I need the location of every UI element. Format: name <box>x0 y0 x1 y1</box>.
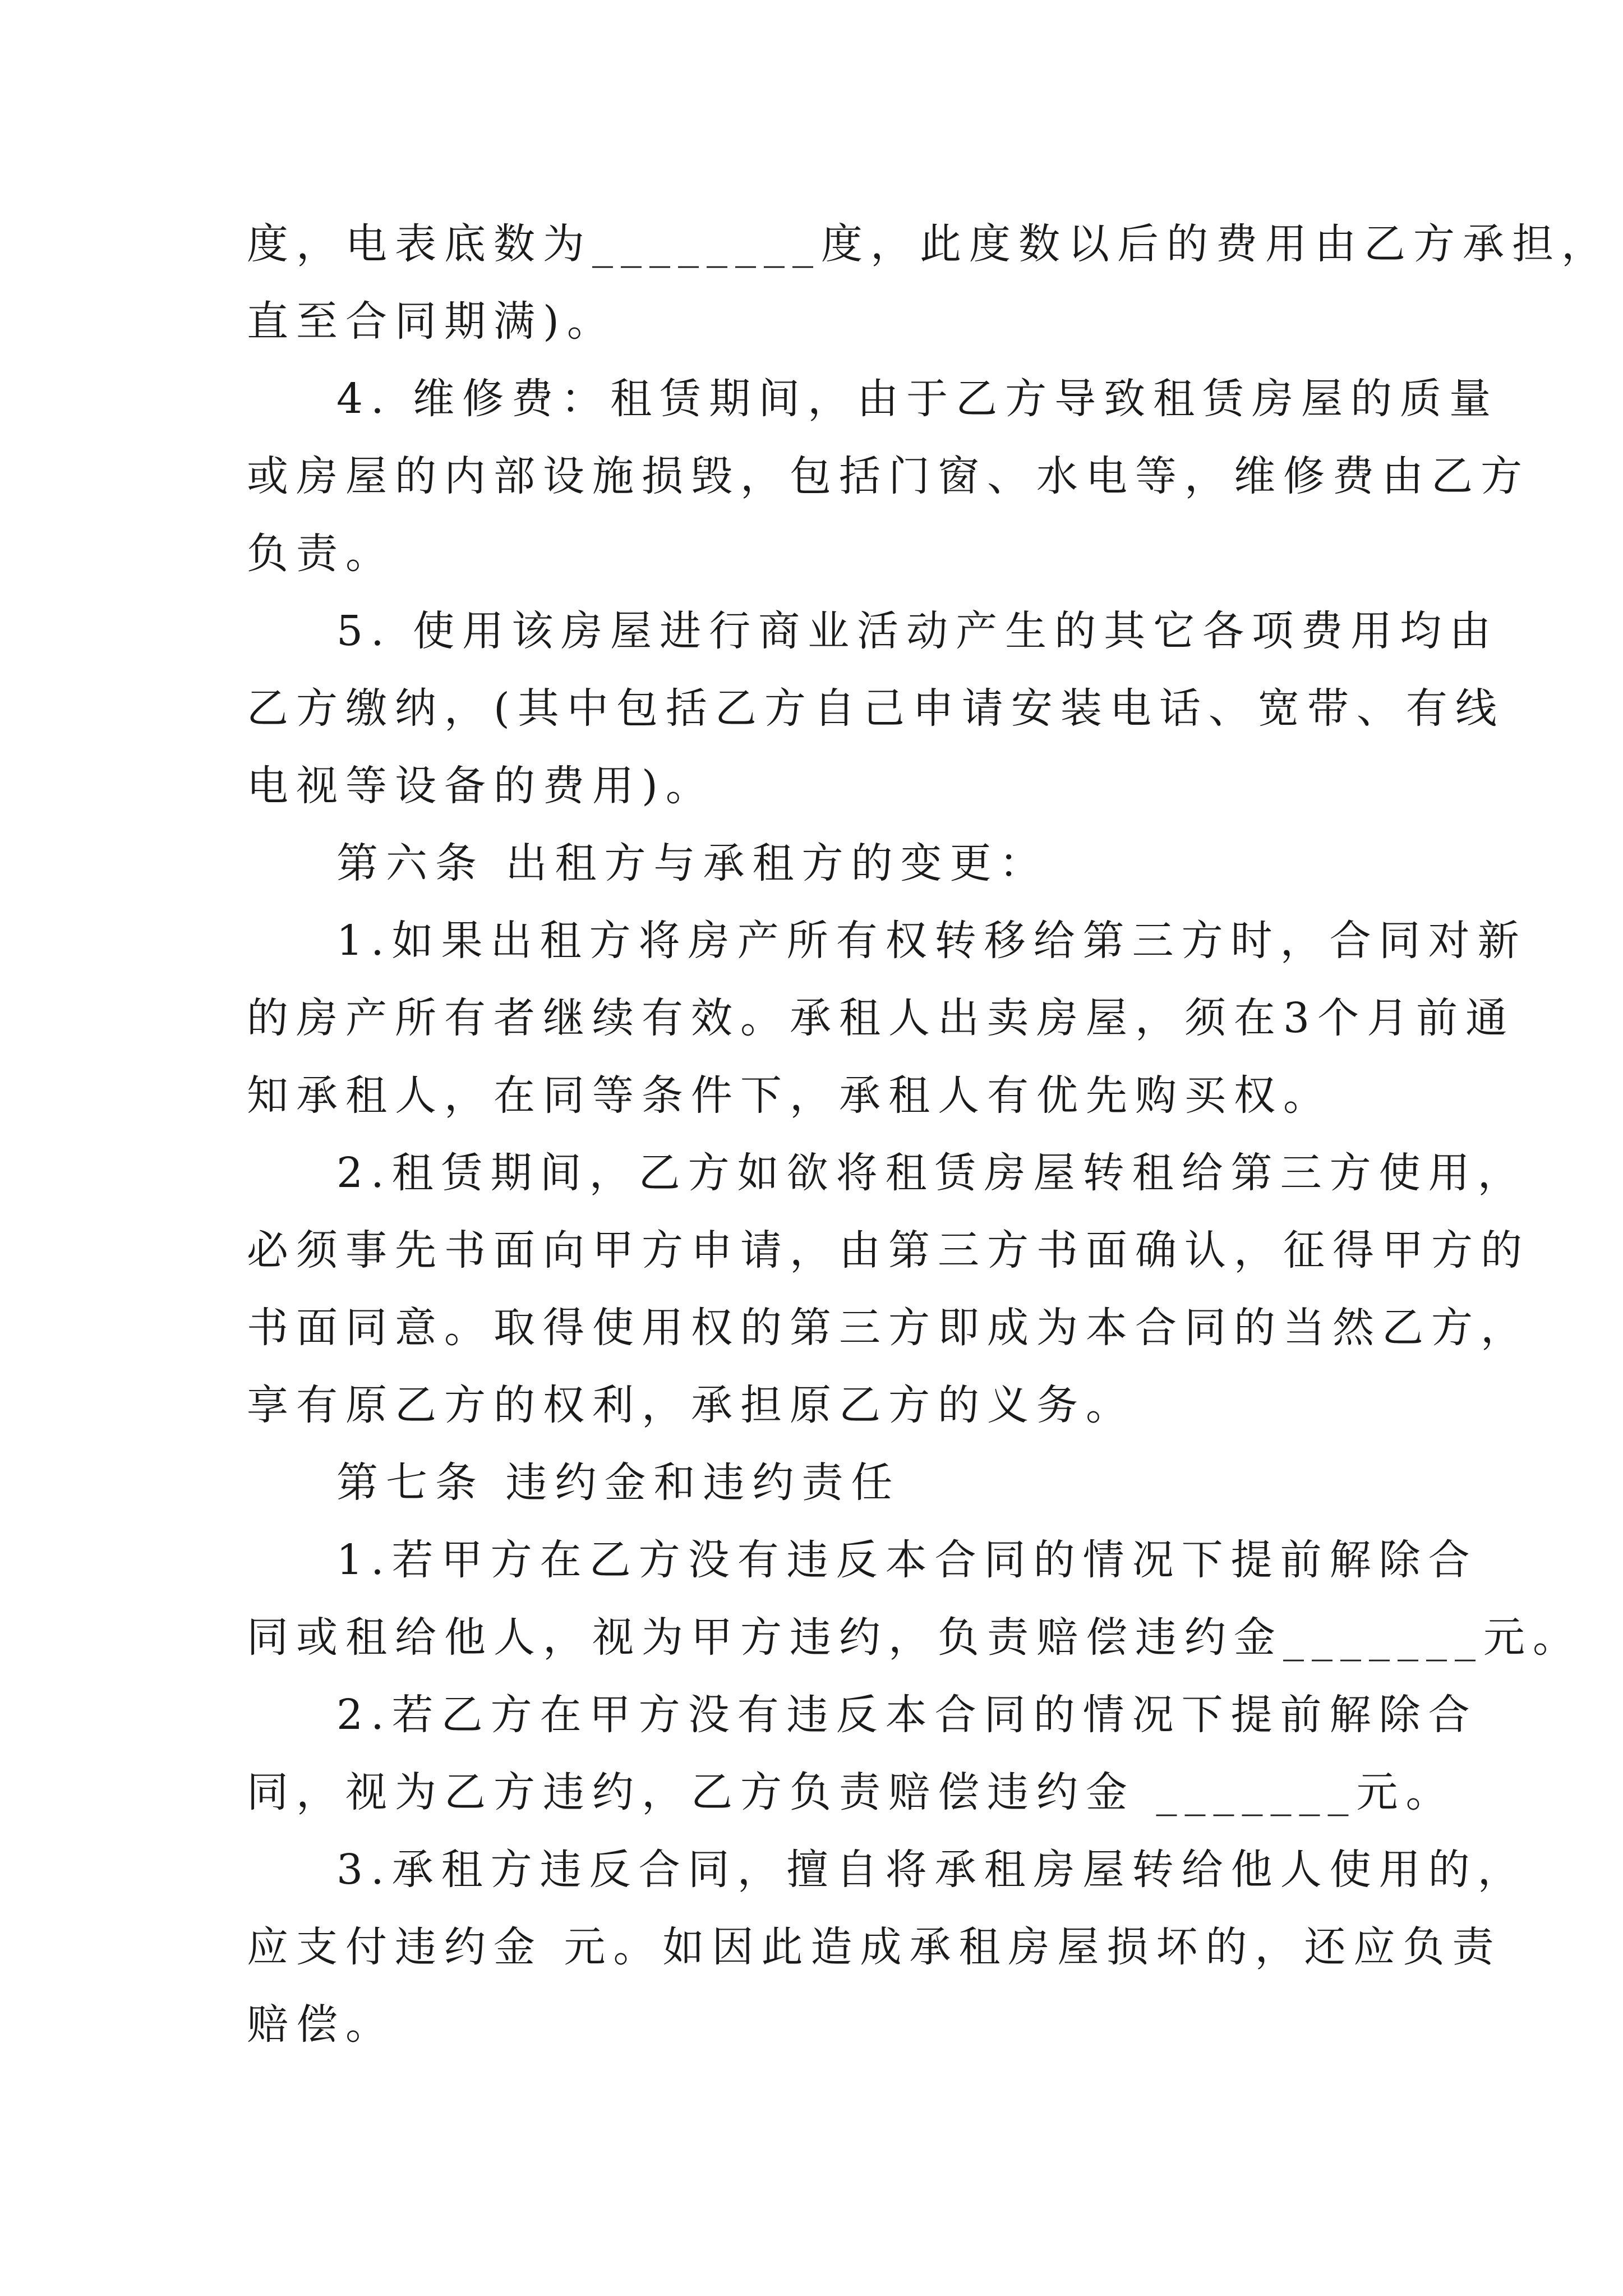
text-line: 2.租赁期间，乙方如欲将租赁房屋转租给第三方使用， <box>336 1149 1527 1197</box>
section-heading: 第六条 出租方与承租方的变更： <box>336 839 1049 887</box>
text-line: 4. 维修费：租赁期间，由于乙方导致租赁房屋的质量 <box>336 375 1499 423</box>
text-line: 直至合同期满)。 <box>247 297 616 346</box>
text-line: 电视等设备的费用)。 <box>247 762 715 810</box>
text-line: 5. 使用该房屋进行商业活动产生的其它各项费用均由 <box>336 607 1499 655</box>
text-line: 1.如果出租方将房产所有权转移给第三方时，合同对新 <box>336 917 1527 965</box>
text-line: 负责。 <box>247 530 395 578</box>
text-line: 乙方缴纳，(其中包括乙方自己申请安装电话、宽带、有线 <box>247 684 1505 733</box>
text-line: 度，电表底数为________度，此度数以后的费用由乙方承担， <box>247 220 1611 268</box>
text-line: 3.承租方违反合同，擅自将承租房屋转给他人使用的， <box>336 1846 1527 1894</box>
text-line: 书面同意。取得使用权的第三方即成为本合同的当然乙方， <box>247 1304 1530 1352</box>
text-line: 2.若乙方在甲方没有违反本合同的情况下提前解除合 <box>336 1691 1478 1739</box>
section-heading: 第七条 违约金和违约责任 <box>336 1458 901 1507</box>
text-line: 的房产所有者继续有效。承租人出卖房屋，须在3个月前通 <box>247 994 1515 1042</box>
text-line: 享有原乙方的权利，承担原乙方的义务。 <box>247 1381 1135 1429</box>
text-line: 赔偿。 <box>247 2000 395 2049</box>
text-line: 同或租给他人，视为甲方违约，负责赔偿违约金_______元。 <box>247 1613 1582 1662</box>
text-line: 同，视为乙方违约，乙方负责赔偿违约金 _______元。 <box>247 1768 1455 1816</box>
text-line: 知承租人，在同等条件下，承租人有优先购买权。 <box>247 1071 1332 1120</box>
text-line: 1.若甲方在乙方没有违反本合同的情况下提前解除合 <box>336 1536 1478 1584</box>
text-line: 必须事先书面向甲方申请，由第三方书面确认，征得甲方的 <box>247 1226 1530 1274</box>
text-line: 应支付违约金 元。如因此造成承租房屋损坏的，还应负责 <box>247 1923 1502 1971</box>
text-line: 或房屋的内部设施损毁，包括门窗、水电等，维修费由乙方 <box>247 452 1530 500</box>
